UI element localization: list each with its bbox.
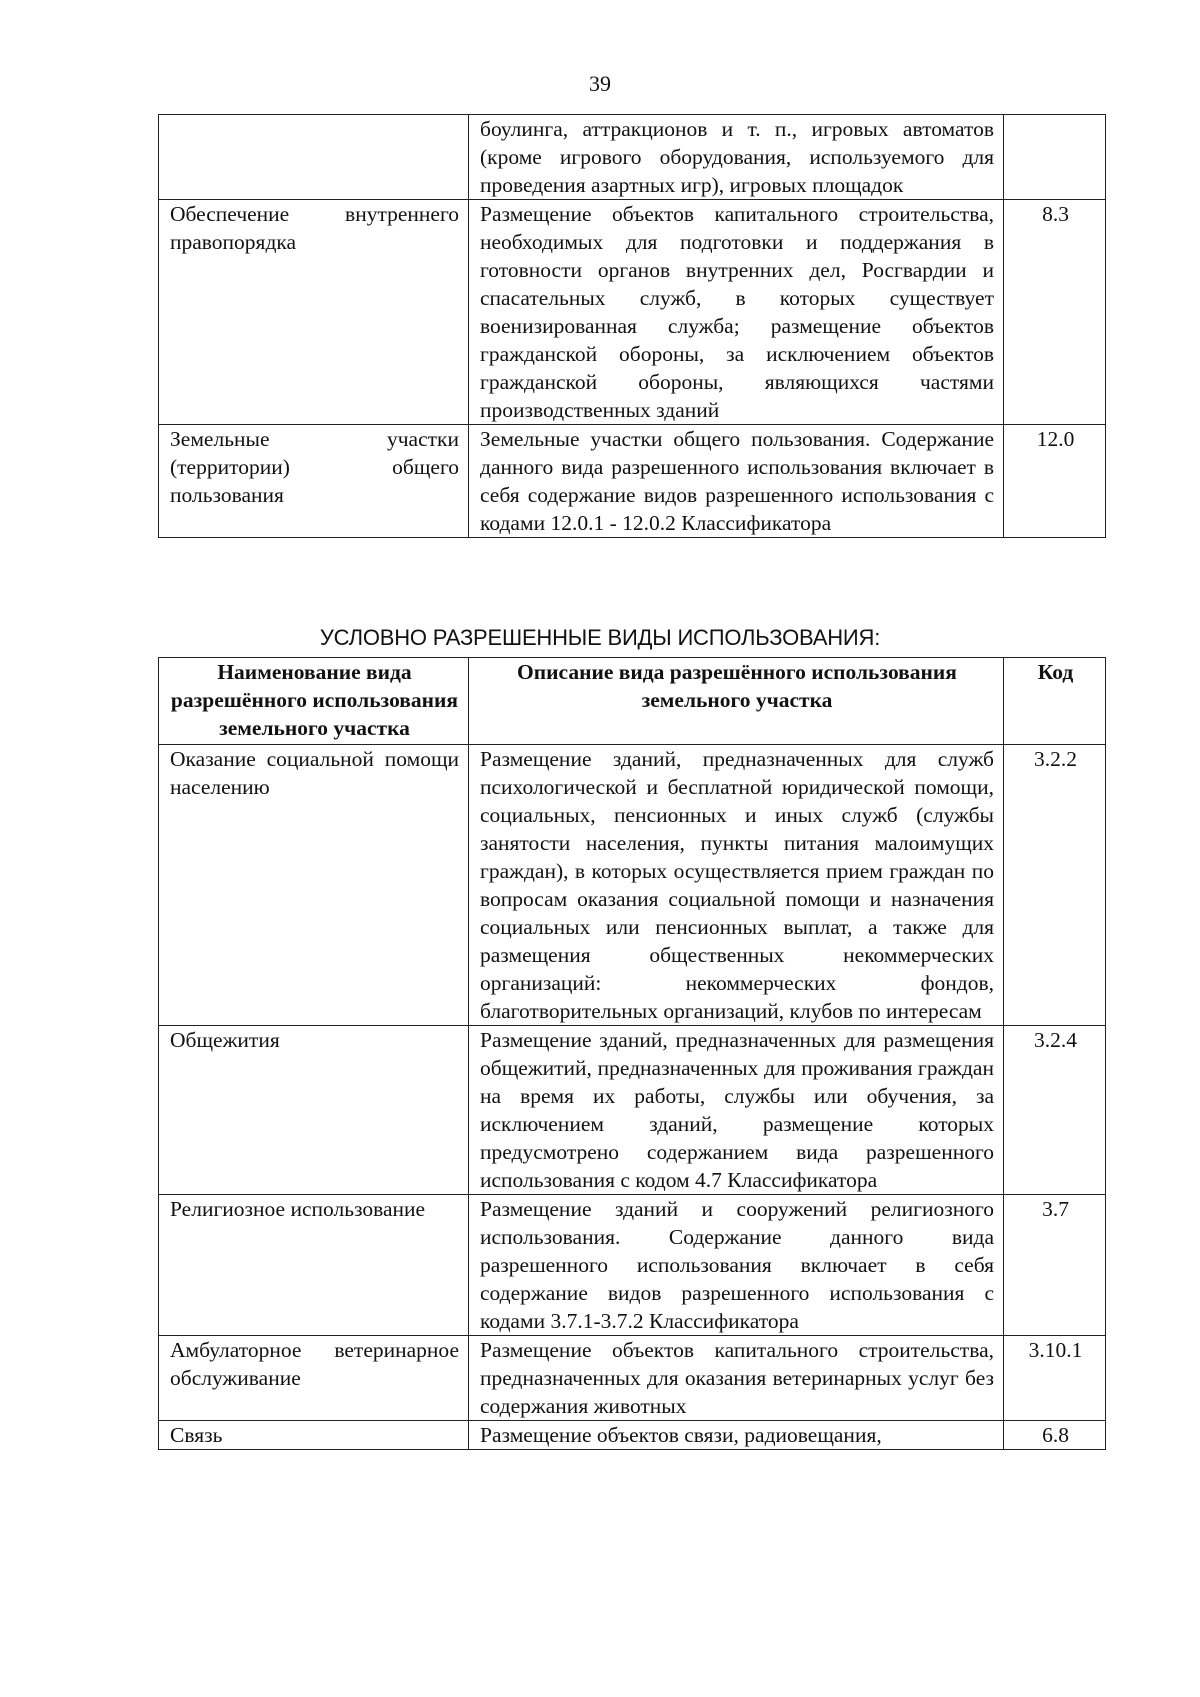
use-name-cell: Оказание социальной помощи населению (159, 745, 469, 1026)
table-row (159, 1421, 1106, 1450)
use-code-cell: 6.8 (1004, 1421, 1106, 1450)
use-description-cell: Размещение зданий, предназначенных для служб психологической и бесплатной юридической помощи, социальных, пенсионных и иных служб (службы занятости населения, пункты питания малоимущих граждан), в которых осуществляется прием граждан по вопросам оказания социальной помощи и назначения социальных или пенсионных выплат, а также для размещения общественных некоммерческих организаций: некоммерческих фондов, благотворительных организаций, клубов по интересам (469, 745, 1004, 1026)
table-row (159, 745, 1106, 1026)
conditional-use-table (158, 657, 1106, 1450)
table-row (159, 115, 1106, 200)
column-header-code: Код (1004, 658, 1106, 745)
table-row (159, 1026, 1106, 1195)
use-code-cell: 3.10.1 (1004, 1336, 1106, 1421)
use-code-cell: 8.3 (1004, 200, 1106, 425)
use-description-cell: Размещение зданий и сооружений религиозного использования. Содержание данного вида разрешенного использования включает в себя содержание видов разрешенного использования с кодами 3.7.1-3.7.2 Классификатора (469, 1195, 1004, 1336)
permitted-use-table-continued (158, 114, 1106, 538)
use-code-cell (1004, 115, 1106, 200)
table-row (159, 1336, 1106, 1421)
use-description-cell: Размещение объектов капитального строительства, предназначенных для оказания ветеринарных услуг без содержания животных (469, 1336, 1004, 1421)
table-row (159, 425, 1106, 538)
use-description-cell: Земельные участки общего пользования. Содержание данного вида разрешенного использования включает в себя содержание видов разрешенного использования с кодами 12.0.1 - 12.0.2 Классификатора (469, 425, 1004, 538)
use-description-cell: боулинга, аттракционов и т. п., игровых автоматов (кроме игрового оборудования, используемого для проведения азартных игр), игровых площадок (469, 115, 1004, 200)
page-number: 39 (589, 71, 611, 96)
table-row (159, 200, 1106, 425)
use-name-cell: Религиозное использование (159, 1195, 469, 1336)
use-code-cell: 12.0 (1004, 425, 1106, 538)
column-header-name: Наименование вида разрешённого использования земельного участка (159, 658, 469, 745)
use-name-cell (159, 115, 469, 200)
use-description-cell: Размещение зданий, предназначенных для размещения общежитий, предназначенных для проживания граждан на время их работы, службы или обучения, за исключением зданий, размещение которых предусмотрено содержанием вида разрешенного использования с кодом 4.7 Классификатора (469, 1026, 1004, 1195)
use-name-cell: Обеспечение внутреннего правопорядка (159, 200, 469, 425)
use-code-cell: 3.2.2 (1004, 745, 1106, 1026)
section-title: УСЛОВНО РАЗРЕШЕННЫЕ ВИДЫ ИСПОЛЬЗОВАНИЯ: (319, 625, 881, 650)
table-header-row (159, 658, 1106, 745)
table-row (159, 1195, 1106, 1336)
use-name-cell: Земельные участки (территории) общего пользования (159, 425, 469, 538)
use-name-cell: Общежития (159, 1026, 469, 1195)
use-name-cell: Связь (159, 1421, 469, 1450)
column-header-description: Описание вида разрешённого использования земельного участка (469, 658, 1004, 745)
use-code-cell: 3.7 (1004, 1195, 1106, 1336)
use-code-cell: 3.2.4 (1004, 1026, 1106, 1195)
use-description-cell: Размещение объектов капитального строительства, необходимых для подготовки и поддержания в готовности органов внутренних дел, Росгвардии и спасательных служб, в которых существует военизированная служба; размещение объектов гражданской обороны, за исключением объектов гражданской обороны, являющихся частями производственных зданий (469, 200, 1004, 425)
use-description-cell: Размещение объектов связи, радиовещания, (469, 1421, 1004, 1450)
use-name-cell: Амбулаторное ветеринарное обслуживание (159, 1336, 469, 1421)
